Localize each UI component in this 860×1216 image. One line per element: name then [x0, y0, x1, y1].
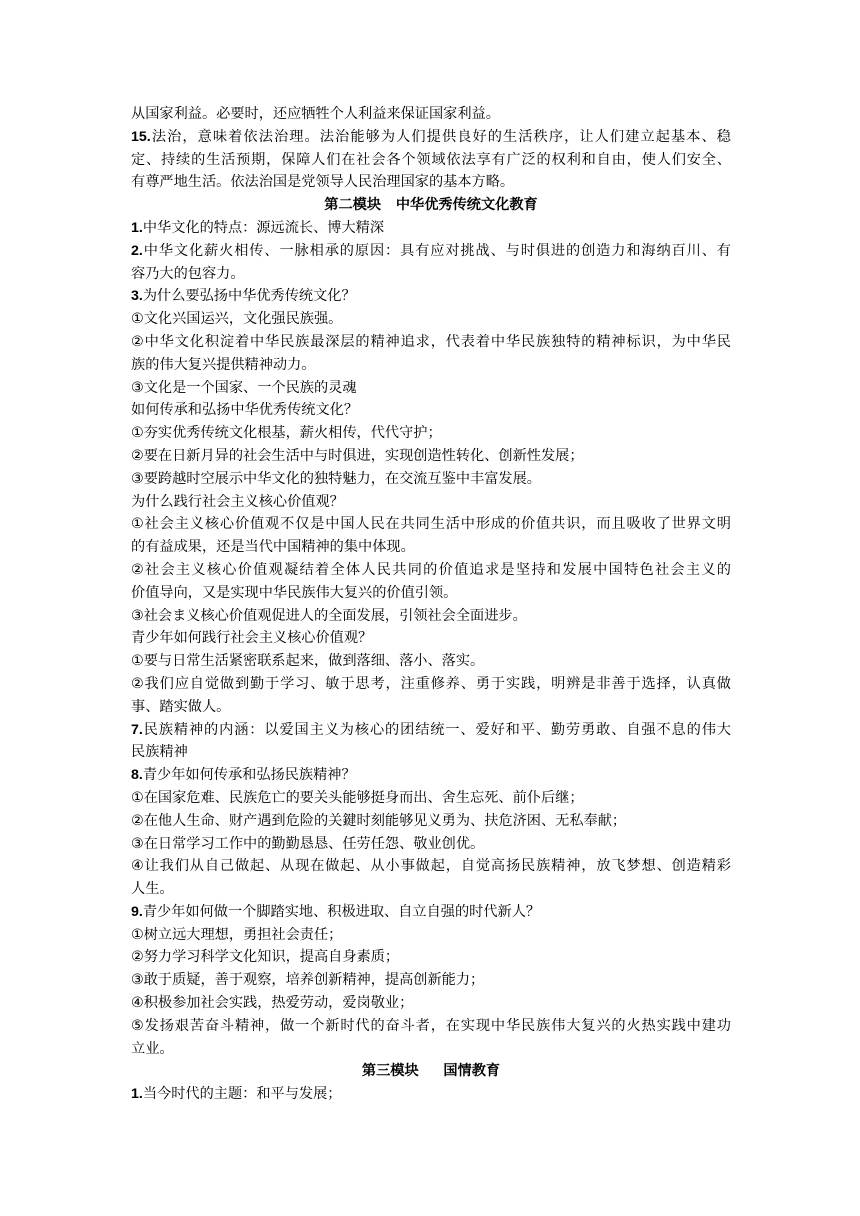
item-number: 7. — [131, 721, 143, 738]
text-line — [131, 468, 731, 491]
text-line — [131, 285, 731, 308]
line-text: 法治，意味着依法治理。法治能够为人们提供良好的生活秩序，让人们建立起基本、稳 — [150, 128, 731, 145]
line-text: ④让我们从自己做起、从现在做起、从小事做起，自觉高扬民族精神，放飞梦想、创造精彩 — [131, 858, 731, 875]
text-line — [131, 605, 731, 628]
text-line — [131, 445, 731, 468]
item-number: 9. — [131, 903, 143, 920]
text-line — [131, 719, 731, 742]
section-heading: 第三模块 国情教育 — [361, 1063, 501, 1080]
item-number: 8. — [131, 767, 143, 784]
line-text: ③要跨越时空展示中华文化的独特魅力，在交流互鉴中丰富发展。 — [131, 470, 541, 487]
line-text: 定、持续的生活预期，保障人们在社会各个领域依法享有广泛的权利和自由，使人们安全、 — [131, 151, 731, 168]
text-line — [131, 787, 731, 810]
text-line — [131, 377, 731, 400]
text-line — [131, 696, 731, 719]
text-line — [131, 422, 731, 445]
line-text: 立业。 — [131, 1040, 174, 1057]
line-text: ②中华文化积淀着中华民族最深层的精神追求，代表着中华民族独特的精神标识，为中华民 — [131, 333, 731, 350]
text-line — [131, 171, 731, 194]
line-text: 中华文化薪火相传、一脉相承的原因：具有应对挑战、与时俱进的创造力和海纳百川、有 — [142, 242, 731, 259]
line-text: ③在日常学习工作中的勤勤恳恳、任劳任怨、敬业创优。 — [131, 835, 485, 852]
item-number: 2. — [131, 242, 143, 259]
line-text: 为什么践行社会主义核心价值观？ — [131, 493, 344, 510]
line-text: 价值导向，又是实现中华民族伟大复兴的价值引领。 — [131, 584, 458, 601]
line-text: ⑤发扬艰苦奋斗精神，做一个新时代的奋斗者，在实现中华民族伟大复兴的火热实践中建功 — [131, 1017, 731, 1034]
text-line — [131, 217, 731, 240]
text-line — [131, 308, 731, 331]
text-line — [131, 582, 731, 605]
line-text: ②在他人生命、财产遇到危险的关鍵时刻能够见义勇为、扶危济困、无私奉献； — [131, 812, 627, 829]
text-line — [131, 126, 731, 149]
line-text: 中华文化的特点：源远流长、博大精深 — [142, 219, 385, 236]
text-line — [131, 924, 731, 947]
line-text: 从国家利益。必要时，还应牺牲个人利益来保证国家利益。 — [131, 106, 500, 122]
text-line — [131, 810, 731, 833]
line-text: 青少年如何践行社会主义核心价值观？ — [131, 630, 373, 647]
line-text: ②社会主义核心价值观凝结着全体人民共同的价值追求是坚持和发展中国特色社会主义的 — [131, 561, 731, 578]
line-text: ④积极参加社会实践，热爱劳动，爱岗敬业； — [131, 995, 414, 1012]
text-line — [131, 1083, 731, 1106]
line-text: ①社会主义核心价值观不仅是中国人民在共同生活中形成的价值共识，而且吸收了世界文明 — [131, 516, 731, 533]
line-text: 如何传承和弘扬中华优秀传统文化？ — [131, 402, 359, 419]
text-line — [131, 536, 731, 559]
text-line — [131, 399, 731, 422]
line-text: 民族精神 — [131, 744, 188, 761]
text-line — [131, 673, 731, 696]
text-line — [131, 1015, 731, 1038]
line-text: ①树立远大理想，勇担社会责任； — [131, 926, 343, 943]
line-text: 族的伟大复兴提供精神动力。 — [131, 356, 316, 373]
text-line — [131, 559, 731, 582]
line-text: ②要在日新月异的社会生活中与时俱进，实现创造性转化、创新性发展； — [131, 447, 584, 464]
line-text: 容乃大的包容力。 — [131, 265, 245, 282]
line-text: ③社会ま义核心价值观促进人的全面发展，引领社会全面进步。 — [131, 607, 527, 624]
line-text: ③敢于质疑，善于观察，培养创新精神，提高创新能力； — [131, 972, 485, 989]
text-line — [131, 764, 731, 787]
line-text: 当今时代的主题：和平与发展； — [142, 1086, 342, 1103]
text-line — [131, 992, 731, 1015]
item-number: 1. — [131, 219, 143, 236]
line-text: ②努力学习科学文化知识，提高自身素质； — [131, 949, 400, 966]
item-number: 3. — [131, 288, 143, 305]
line-text: 有尊严地生活。依法治国是党领导人民治理国家的基本方略。 — [131, 174, 515, 191]
text-line — [131, 878, 731, 901]
text-line — [131, 1038, 731, 1061]
document-page — [131, 103, 731, 1106]
line-text: ②我们应自觉做到勤于学习、敏于思考，注重修养、勇于实践，明辨是非善于选择，认真做 — [131, 675, 731, 692]
line-text: ①夯实优秀传统文化根基，薪火相传，代代守护； — [131, 425, 442, 442]
text-line — [131, 969, 731, 992]
line-text: ①文化兴国运兴，文化强民族强。 — [131, 311, 343, 328]
text-line — [131, 833, 731, 856]
text-line — [131, 354, 731, 377]
text-line — [131, 263, 731, 286]
line-text: 青少年如何传承和弘扬民族精神？ — [142, 767, 356, 784]
line-text: ③文化是一个国家、一个民族的灵魂 — [131, 379, 357, 396]
text-line — [131, 741, 731, 764]
text-line — [131, 946, 731, 969]
line-text: 为什么要弘扬中华优秀传统文化？ — [142, 288, 356, 305]
text-line — [131, 513, 731, 536]
line-text: 民族精神的内涵：以爱国主义为核心的团结统一、爱好和平、勤劳勇敢、自强不息的伟大 — [142, 721, 731, 738]
line-text: 人生。 — [131, 881, 174, 898]
text-line — [131, 650, 731, 673]
text-line — [131, 149, 731, 172]
text-line — [131, 901, 731, 924]
text-line — [131, 855, 731, 878]
text-line — [131, 240, 731, 263]
text-line — [131, 627, 731, 650]
section-heading: 第二模块 中华优秀传统文化教育 — [324, 197, 538, 214]
item-number: 15. — [131, 128, 151, 145]
line-text: 的有益成果，还是当代中国精神的集中体现。 — [131, 539, 415, 556]
text-line — [131, 103, 731, 126]
item-number: 1. — [131, 1086, 143, 1103]
text-line — [131, 491, 731, 514]
line-text: 事、踏实做人。 — [131, 698, 231, 715]
line-text: 青少年如何做一个脚踏实地、积极进取、自立自强的时代新人？ — [142, 903, 541, 920]
line-text: ①要与日常生活紧密联系起来，做到落细、落小、落实。 — [131, 653, 485, 670]
text-line — [131, 331, 731, 354]
line-text: ①在国家危难、民族危亡的要关头能够挺身而出、舍生忘死、前仆后继； — [131, 789, 584, 806]
